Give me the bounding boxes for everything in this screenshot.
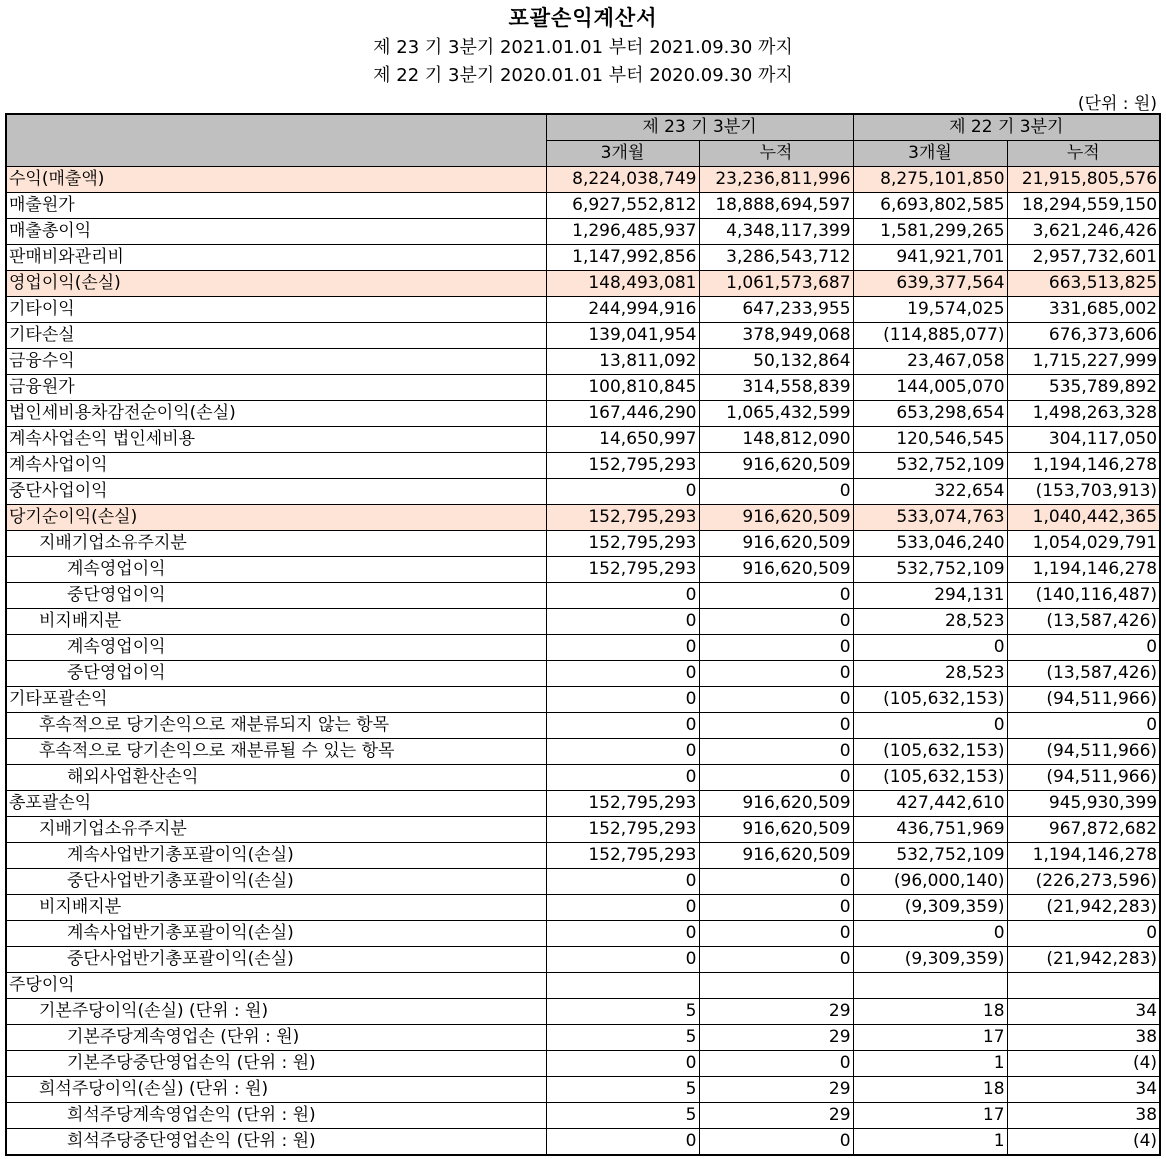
row-label: 계속사업반기총포괄이익(손실)	[6, 843, 546, 869]
row-value: 28,523	[853, 609, 1007, 635]
row-value: 0	[546, 661, 699, 687]
row-value: 0	[699, 661, 853, 687]
header-prior-3m: 3개월	[853, 141, 1007, 167]
table-row	[6, 479, 1160, 505]
row-value: 152,795,293	[546, 531, 699, 557]
row-label: 중단영업이익	[6, 661, 546, 687]
row-value	[853, 973, 1007, 999]
row-label: 당기순이익(손실)	[6, 505, 546, 531]
row-value: 3,621,246,426	[1007, 219, 1160, 245]
row-value: 916,620,509	[699, 791, 853, 817]
row-value: 0	[699, 687, 853, 713]
row-value: 144,005,070	[853, 375, 1007, 401]
row-label: 매출총이익	[6, 219, 546, 245]
row-label: 희석주당계속영업손익 (단위 : 원)	[6, 1103, 546, 1129]
table-row	[6, 1103, 1160, 1129]
row-value: (105,632,153)	[853, 739, 1007, 765]
period-prior: 제 22 기 3분기 2020.01.01 부터 2020.09.30 까지	[373, 65, 793, 86]
row-label: 기본주당이익(손실) (단위 : 원)	[6, 999, 546, 1025]
row-value: 3,286,543,712	[699, 245, 853, 271]
row-value: 0	[699, 583, 853, 609]
row-value: 17	[853, 1025, 1007, 1051]
row-value: 331,685,002	[1007, 297, 1160, 323]
row-value: 100,810,845	[546, 375, 699, 401]
row-label: 중단사업반기총포괄이익(손실)	[6, 947, 546, 973]
row-value: 4,348,117,399	[699, 219, 853, 245]
row-value: 378,949,068	[699, 323, 853, 349]
table-row	[6, 245, 1160, 271]
row-value: 0	[699, 765, 853, 791]
row-value: (13,587,426)	[1007, 661, 1160, 687]
row-value: 0	[699, 479, 853, 505]
row-value: (140,116,487)	[1007, 583, 1160, 609]
table-row	[6, 1025, 1160, 1051]
row-value: 152,795,293	[546, 843, 699, 869]
row-label: 중단영업이익	[6, 583, 546, 609]
row-value: 0	[1007, 713, 1160, 739]
row-value: 21,915,805,576	[1007, 167, 1160, 193]
row-value: (96,000,140)	[853, 869, 1007, 895]
table-row	[6, 167, 1160, 193]
row-label: 판매비와관리비	[6, 245, 546, 271]
row-value: 29	[699, 1077, 853, 1103]
row-value: 19,574,025	[853, 297, 1007, 323]
row-value: 28,523	[853, 661, 1007, 687]
row-value: 8,224,038,749	[546, 167, 699, 193]
statement-title: 포괄손익계산서	[508, 6, 658, 30]
row-value: 647,233,955	[699, 297, 853, 323]
table-row	[6, 765, 1160, 791]
row-value: 294,131	[853, 583, 1007, 609]
row-value: (105,632,153)	[853, 687, 1007, 713]
row-value: 1,581,299,265	[853, 219, 1007, 245]
row-value: 941,921,701	[853, 245, 1007, 271]
income-statement-table	[5, 113, 1161, 1156]
row-value: 0	[546, 895, 699, 921]
table-row	[6, 505, 1160, 531]
row-label: 지배기업소유주지분	[6, 817, 546, 843]
row-value: 916,620,509	[699, 505, 853, 531]
row-value: 1,715,227,999	[1007, 349, 1160, 375]
row-value: 152,795,293	[546, 791, 699, 817]
row-value: 945,930,399	[1007, 791, 1160, 817]
row-value: 1,498,263,328	[1007, 401, 1160, 427]
row-value: 0	[1007, 635, 1160, 661]
row-value: 532,752,109	[853, 843, 1007, 869]
row-value: 18,888,694,597	[699, 193, 853, 219]
row-value: 38	[1007, 1025, 1160, 1051]
row-value: (21,942,283)	[1007, 947, 1160, 973]
table-row	[6, 271, 1160, 297]
row-label: 수익(매출액)	[6, 167, 546, 193]
row-value: 152,795,293	[546, 557, 699, 583]
row-value: 916,620,509	[699, 557, 853, 583]
row-value: 1	[853, 1129, 1007, 1156]
row-value: 152,795,293	[546, 505, 699, 531]
row-value: 5	[546, 999, 699, 1025]
row-label: 기타포괄손익	[6, 687, 546, 713]
table-row	[6, 661, 1160, 687]
row-value: 244,994,916	[546, 297, 699, 323]
row-value: 139,041,954	[546, 323, 699, 349]
row-value: 0	[546, 1129, 699, 1156]
row-value: 967,872,682	[1007, 817, 1160, 843]
row-value: 18,294,559,150	[1007, 193, 1160, 219]
table-row	[6, 687, 1160, 713]
table-row	[6, 1077, 1160, 1103]
row-value: 5	[546, 1025, 699, 1051]
row-value: 1,194,146,278	[1007, 557, 1160, 583]
row-value: 0	[546, 869, 699, 895]
row-label: 해외사업환산손익	[6, 765, 546, 791]
row-value: 0	[699, 1051, 853, 1077]
header-account	[6, 114, 546, 167]
row-value: 5	[546, 1103, 699, 1129]
row-value: 1,065,432,599	[699, 401, 853, 427]
row-value: 0	[546, 765, 699, 791]
row-value: 0	[853, 713, 1007, 739]
table-row	[6, 531, 1160, 557]
row-value: (4)	[1007, 1051, 1160, 1077]
row-value: 916,620,509	[699, 817, 853, 843]
row-value: 148,493,081	[546, 271, 699, 297]
row-value: 535,789,892	[1007, 375, 1160, 401]
row-label: 총포괄손익	[6, 791, 546, 817]
row-value: 6,693,802,585	[853, 193, 1007, 219]
row-value: 916,620,509	[699, 453, 853, 479]
row-value: 0	[546, 635, 699, 661]
table-row	[6, 375, 1160, 401]
table-row	[6, 817, 1160, 843]
row-value: 1,194,146,278	[1007, 453, 1160, 479]
row-value: 23,236,811,996	[699, 167, 853, 193]
row-value: 1,040,442,365	[1007, 505, 1160, 531]
table-row	[6, 1129, 1160, 1156]
row-value: 152,795,293	[546, 817, 699, 843]
row-label: 중단사업반기총포괄이익(손실)	[6, 869, 546, 895]
table-row	[6, 999, 1160, 1025]
row-label: 계속사업반기총포괄이익(손실)	[6, 921, 546, 947]
header-prior-cum: 누적	[1007, 141, 1160, 167]
table-row	[6, 791, 1160, 817]
row-value: 314,558,839	[699, 375, 853, 401]
row-value: 0	[699, 635, 853, 661]
row-value: 1,054,029,791	[1007, 531, 1160, 557]
row-value: 916,620,509	[699, 531, 853, 557]
row-value: 322,654	[853, 479, 1007, 505]
table-row	[6, 921, 1160, 947]
row-value: 6,927,552,812	[546, 193, 699, 219]
row-value: 120,546,545	[853, 427, 1007, 453]
table-row	[6, 973, 1160, 999]
header-current-cum: 누적	[699, 141, 853, 167]
row-value	[546, 973, 699, 999]
row-label: 희석주당이익(손실) (단위 : 원)	[6, 1077, 546, 1103]
row-value: 676,373,606	[1007, 323, 1160, 349]
row-label: 후속적으로 당기손익으로 재분류될 수 있는 항목	[6, 739, 546, 765]
row-value: 0	[699, 921, 853, 947]
table-row	[6, 947, 1160, 973]
row-value: 38	[1007, 1103, 1160, 1129]
row-label: 매출원가	[6, 193, 546, 219]
row-value: 34	[1007, 1077, 1160, 1103]
row-value	[699, 973, 853, 999]
row-value: 13,811,092	[546, 349, 699, 375]
row-value: 1,061,573,687	[699, 271, 853, 297]
row-value: 29	[699, 1103, 853, 1129]
row-value: 0	[546, 583, 699, 609]
row-value: 0	[853, 921, 1007, 947]
row-value: 653,298,654	[853, 401, 1007, 427]
row-value: 0	[546, 609, 699, 635]
row-value: 0	[546, 1051, 699, 1077]
row-label: 비지배지분	[6, 609, 546, 635]
row-value: 152,795,293	[546, 453, 699, 479]
row-label: 금융수익	[6, 349, 546, 375]
row-value: 1	[853, 1051, 1007, 1077]
table-row	[6, 843, 1160, 869]
table-row	[6, 297, 1160, 323]
row-value: 916,620,509	[699, 843, 853, 869]
row-value: (105,632,153)	[853, 765, 1007, 791]
period-current: 제 23 기 3분기 2021.01.01 부터 2021.09.30 까지	[373, 37, 793, 58]
row-value: (9,309,359)	[853, 895, 1007, 921]
row-label: 계속사업손익 법인세비용	[6, 427, 546, 453]
table-body	[6, 167, 1160, 1156]
row-value: 0	[853, 635, 1007, 661]
row-value: 2,957,732,601	[1007, 245, 1160, 271]
row-value: 532,752,109	[853, 453, 1007, 479]
row-value: 167,446,290	[546, 401, 699, 427]
row-value: 0	[699, 609, 853, 635]
row-label: 희석주당중단영업손익 (단위 : 원)	[6, 1129, 546, 1156]
row-value: (114,885,077)	[853, 323, 1007, 349]
row-value: 29	[699, 999, 853, 1025]
row-label: 영업이익(손실)	[6, 271, 546, 297]
row-value: 1,296,485,937	[546, 219, 699, 245]
row-label: 기본주당중단영업손익 (단위 : 원)	[6, 1051, 546, 1077]
table-row	[6, 323, 1160, 349]
row-value: 148,812,090	[699, 427, 853, 453]
row-value: 8,275,101,850	[853, 167, 1007, 193]
table-row	[6, 895, 1160, 921]
row-label: 주당이익	[6, 973, 546, 999]
row-value: (153,703,913)	[1007, 479, 1160, 505]
table-row	[6, 219, 1160, 245]
table-row	[6, 401, 1160, 427]
row-value: 5	[546, 1077, 699, 1103]
row-value: 0	[546, 947, 699, 973]
table-row	[6, 557, 1160, 583]
table-row	[6, 1051, 1160, 1077]
row-value: 639,377,564	[853, 271, 1007, 297]
row-value: 17	[853, 1103, 1007, 1129]
row-value: 533,074,763	[853, 505, 1007, 531]
row-value: 50,132,864	[699, 349, 853, 375]
header-group-current: 제 23 기 3분기	[546, 114, 853, 141]
row-value: 0	[1007, 921, 1160, 947]
row-label: 중단사업이익	[6, 479, 546, 505]
row-label: 비지배지분	[6, 895, 546, 921]
table-row	[6, 427, 1160, 453]
row-value: 0	[546, 739, 699, 765]
row-value: (13,587,426)	[1007, 609, 1160, 635]
row-value: 533,046,240	[853, 531, 1007, 557]
row-value: 0	[546, 713, 699, 739]
row-value: (226,273,596)	[1007, 869, 1160, 895]
row-value: 0	[699, 1129, 853, 1156]
row-value: 0	[546, 921, 699, 947]
table-row	[6, 193, 1160, 219]
table-row	[6, 583, 1160, 609]
row-value: (94,511,966)	[1007, 687, 1160, 713]
table-row	[6, 739, 1160, 765]
row-value: 0	[699, 713, 853, 739]
row-value: (9,309,359)	[853, 947, 1007, 973]
row-label: 기본주당계속영업손 (단위 : 원)	[6, 1025, 546, 1051]
row-value: 532,752,109	[853, 557, 1007, 583]
row-value: 0	[699, 869, 853, 895]
row-value: 1,194,146,278	[1007, 843, 1160, 869]
row-value: 0	[546, 479, 699, 505]
row-label: 후속적으로 당기손익으로 재분류되지 않는 항목	[6, 713, 546, 739]
table-row	[6, 713, 1160, 739]
row-value	[1007, 973, 1160, 999]
row-value: (94,511,966)	[1007, 765, 1160, 791]
header-group-prior: 제 22 기 3분기	[853, 114, 1160, 141]
row-value: 14,650,997	[546, 427, 699, 453]
row-value: (4)	[1007, 1129, 1160, 1156]
table-row	[6, 609, 1160, 635]
header-row-groups	[6, 114, 1160, 141]
row-value: 0	[699, 739, 853, 765]
table-row	[6, 635, 1160, 661]
row-value: 427,442,610	[853, 791, 1007, 817]
row-value: (21,942,283)	[1007, 895, 1160, 921]
row-label: 지배기업소유주지분	[6, 531, 546, 557]
row-value: (94,511,966)	[1007, 739, 1160, 765]
row-label: 계속영업이익	[6, 635, 546, 661]
table-row	[6, 349, 1160, 375]
table-row	[6, 453, 1160, 479]
row-value: 304,117,050	[1007, 427, 1160, 453]
table-row	[6, 869, 1160, 895]
row-label: 기타이익	[6, 297, 546, 323]
unit-label: (단위 : 원)	[1077, 94, 1157, 114]
header-current-3m: 3개월	[546, 141, 699, 167]
row-value: 436,751,969	[853, 817, 1007, 843]
row-value: 18	[853, 1077, 1007, 1103]
row-value: 663,513,825	[1007, 271, 1160, 297]
row-value: 1,147,992,856	[546, 245, 699, 271]
row-value: 0	[546, 687, 699, 713]
row-value: 34	[1007, 999, 1160, 1025]
row-label: 기타손실	[6, 323, 546, 349]
row-value: 23,467,058	[853, 349, 1007, 375]
row-label: 계속영업이익	[6, 557, 546, 583]
row-value: 29	[699, 1025, 853, 1051]
row-value: 0	[699, 895, 853, 921]
row-label: 계속사업이익	[6, 453, 546, 479]
row-label: 금융원가	[6, 375, 546, 401]
row-value: 0	[699, 947, 853, 973]
row-label: 법인세비용차감전순이익(손실)	[6, 401, 546, 427]
row-value: 18	[853, 999, 1007, 1025]
